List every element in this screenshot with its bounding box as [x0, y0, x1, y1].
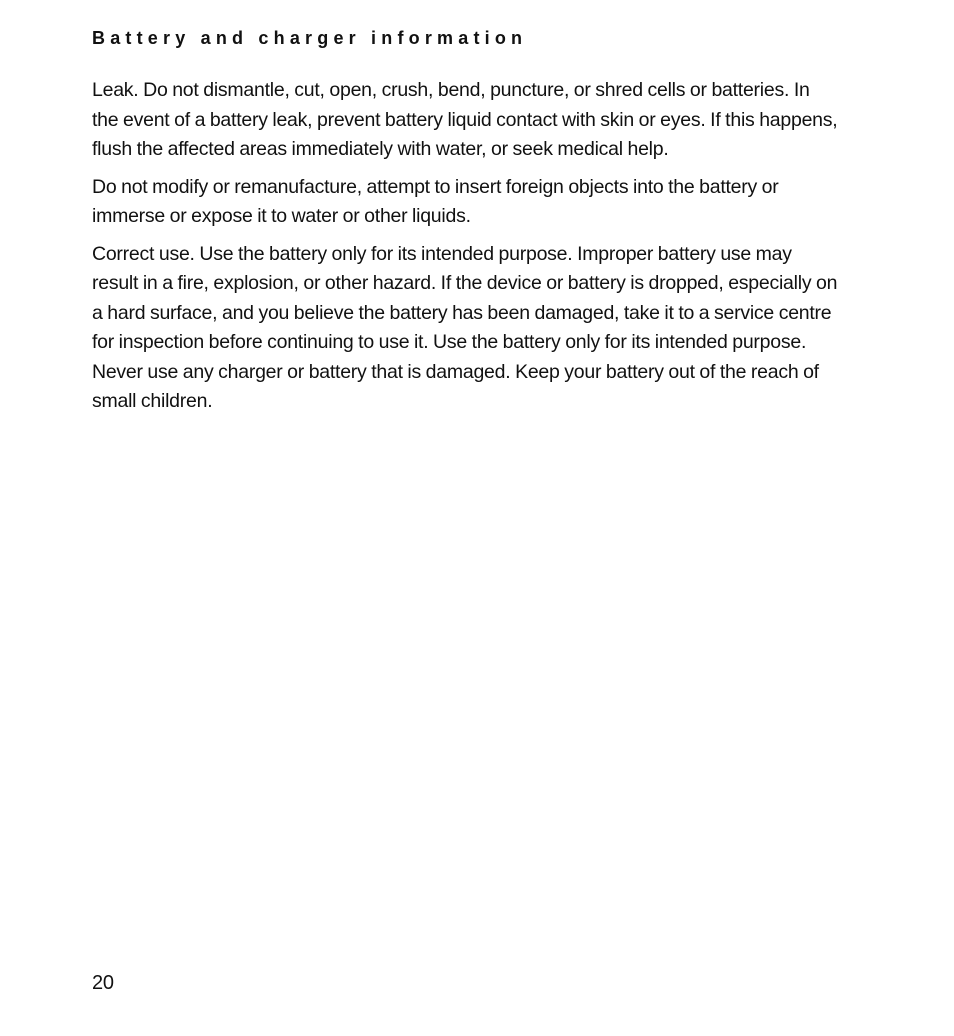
body-text — [92, 76, 840, 425]
paragraph-modify: Do not modify or remanufacture, attempt to insert foreign objects into the battery or immerse or expose it to water or other liquids. — [92, 175, 779, 227]
paragraph-leak: Leak. Do not dismantle, cut, open, crush, bend, puncture, or shred cells or batteries. In the event of a battery leak, prevent battery liquid contact with skin or eyes. If this happens, flush the affected areas immediately with water, or seek medical help. — [92, 79, 838, 160]
paragraph-correct-use: Correct use. Use the battery only for its intended purpose. Improper battery use may result in a fire, explosion, or other hazard. If the device or battery is dropped, especially on a hard surface, and you believe the battery has been damaged, take it to a service centre for inspection before continuing to use it. Use the battery only for its intended purpose. Never use any charger or battery that is damaged. Keep your battery out of the reach of small children. — [92, 242, 838, 412]
running-header: Battery and charger information — [92, 28, 528, 48]
page-number: 20 — [92, 972, 114, 994]
